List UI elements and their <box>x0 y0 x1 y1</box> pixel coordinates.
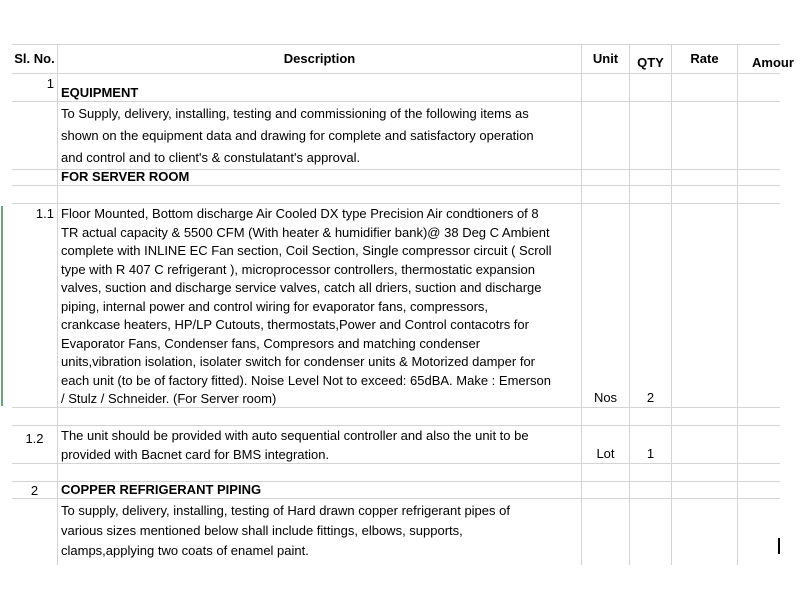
table-row-blank <box>12 186 780 204</box>
sl-no-cell[interactable] <box>12 499 58 565</box>
description-line: units,vibration isolation, isolater switch for condenser units & Motorized damper for <box>61 354 535 369</box>
amount-cell[interactable] <box>738 426 798 463</box>
description-line: various sizes mentioned below shall include fittings, elbows, supports, <box>61 523 463 538</box>
amount-cell[interactable] <box>738 408 798 425</box>
unit-value: Nos <box>593 390 618 405</box>
unit-cell[interactable] <box>582 408 630 425</box>
amount-cell[interactable] <box>738 74 798 101</box>
boq-sheet <box>12 44 794 558</box>
rate-cell[interactable] <box>672 186 738 203</box>
qty-cell[interactable] <box>630 482 672 498</box>
unit-cell[interactable] <box>582 74 630 101</box>
table-row <box>12 74 780 102</box>
description-line: provided with Bacnet card for BMS integration. <box>61 446 330 462</box>
description-line: type with R 407 C refrigerant ), microprocessor controllers, thermostatic expansion <box>61 261 535 277</box>
header-description-label: Description <box>283 51 356 66</box>
qty-cell[interactable] <box>630 186 672 203</box>
header-unit[interactable] <box>582 45 630 73</box>
table-row <box>12 499 780 565</box>
text-cursor <box>778 538 780 554</box>
qty-cell[interactable] <box>630 204 672 407</box>
header-qty-label: QTY <box>637 55 664 70</box>
sl-no-cell[interactable] <box>12 170 58 185</box>
sl-no-cell[interactable]: 1 <box>12 74 58 101</box>
table-row-blank <box>12 408 780 426</box>
unit-cell[interactable] <box>582 482 630 498</box>
qty-cell[interactable] <box>630 74 672 101</box>
rate-cell[interactable] <box>672 482 738 498</box>
qty-cell[interactable] <box>630 102 672 169</box>
row-selection-marker <box>1 206 3 406</box>
qty-value: 2 <box>646 390 655 405</box>
qty-cell[interactable] <box>630 464 672 481</box>
sl-no-cell[interactable] <box>12 186 58 203</box>
description-cell[interactable] <box>58 499 582 565</box>
amount-cell[interactable] <box>738 102 798 169</box>
sl-no-cell[interactable] <box>12 102 58 169</box>
description-cell[interactable] <box>58 464 582 481</box>
rate-cell[interactable] <box>672 499 738 565</box>
amount-cell[interactable] <box>738 204 798 407</box>
header-amount[interactable] <box>738 45 798 73</box>
amount-cell[interactable] <box>738 186 798 203</box>
sl-no-cell[interactable]: 1.2 <box>12 426 58 463</box>
table-row <box>12 170 780 186</box>
header-description[interactable] <box>58 45 582 73</box>
table-row <box>12 426 780 464</box>
qty-cell[interactable] <box>630 170 672 185</box>
header-amount-label: Amour <box>752 55 794 70</box>
sl-no-cell[interactable]: 1.1 <box>12 204 58 407</box>
qty-cell[interactable] <box>630 426 672 463</box>
table-row <box>12 204 780 408</box>
description-line: The unit should be provided with auto sequential controller and also the unit to be <box>61 428 529 443</box>
description-line: piping, internal power and control wiring for evaporator fans, compressors, <box>61 298 489 314</box>
unit-cell[interactable] <box>582 186 630 203</box>
amount-cell[interactable] <box>738 499 798 565</box>
description-cell[interactable] <box>58 186 582 203</box>
header-sl-no[interactable] <box>12 45 58 73</box>
description-cell[interactable] <box>58 102 582 169</box>
header-unit-label: Unit <box>592 51 619 66</box>
table-row <box>12 482 780 499</box>
description-line: / Stulz / Schneider. (For Server room) <box>61 391 277 406</box>
qty-cell[interactable] <box>630 408 672 425</box>
rate-cell[interactable] <box>672 204 738 407</box>
description-line: Evaporator Fans, Condenser fans, Compresors and matching condenser <box>61 335 481 351</box>
rate-cell[interactable] <box>672 74 738 101</box>
qty-cell[interactable] <box>630 499 672 565</box>
description-line: valves, suction and discharge service valves, catch all driers, suction and discharge <box>61 280 542 295</box>
unit-value: Lot <box>596 446 615 461</box>
description-line: Floor Mounted, Bottom discharge Air Cooled DX type Precision Air condtioners of 8 <box>61 206 539 221</box>
rate-cell[interactable] <box>672 102 738 169</box>
section-heading-equipment[interactable]: EQUIPMENT <box>58 74 582 101</box>
description-line: To Supply, delivery, installing, testing and commissioning of the following items as <box>61 106 529 121</box>
description-line: clamps,applying two coats of enamel paint. <box>61 543 309 558</box>
rate-cell[interactable] <box>672 426 738 463</box>
unit-cell[interactable] <box>582 464 630 481</box>
sl-no-cell[interactable]: 2 <box>12 482 58 498</box>
description-line: shown on the equipment data and drawing for complete and satisfactory operation <box>61 128 534 143</box>
section-heading-copper-piping[interactable]: COPPER REFRIGERANT PIPING <box>58 482 582 498</box>
table-row-blank <box>12 464 780 482</box>
description-cell[interactable] <box>58 426 582 463</box>
unit-cell[interactable] <box>582 102 630 169</box>
description-line: and control and to client's & constulatant's approval. <box>61 150 361 165</box>
qty-value: 1 <box>646 446 655 461</box>
header-sl-no-label: Sl. No. <box>14 51 55 66</box>
description-line: TR actual capacity & 5500 CFM (With heater & humidifier bank)@ 38 Deg C Ambient <box>61 224 550 240</box>
sl-no-cell[interactable] <box>12 408 58 425</box>
table-row <box>12 102 780 170</box>
rate-cell[interactable] <box>672 408 738 425</box>
description-line: complete with INLINE EC Fan section, Coil Section, Single compressor circuit ( Scroll <box>61 243 552 258</box>
header-rate[interactable] <box>672 45 738 73</box>
amount-cell[interactable] <box>738 464 798 481</box>
description-cell[interactable] <box>58 204 582 407</box>
unit-cell[interactable] <box>582 426 630 463</box>
unit-cell[interactable] <box>582 170 630 185</box>
header-row <box>12 44 794 74</box>
amount-cell[interactable] <box>738 170 798 185</box>
sl-no-cell[interactable] <box>12 464 58 481</box>
unit-cell[interactable] <box>582 204 630 407</box>
rate-cell[interactable] <box>672 464 738 481</box>
description-cell[interactable] <box>58 408 582 425</box>
description-line: each unit (to be of factory fitted). Noise Level Not to exceed: 65dBA. Make : Emerson <box>61 372 551 388</box>
header-rate-label: Rate <box>690 51 719 66</box>
description-line: crankcase heaters, HP/LP Cutouts, thermostats,Power and Control contacotrs for <box>61 317 529 332</box>
unit-cell[interactable] <box>582 499 630 565</box>
amount-cell[interactable] <box>738 482 798 498</box>
rate-cell[interactable] <box>672 170 738 185</box>
description-line: To supply, delivery, installing, testing of Hard drawn copper refrigerant pipes of <box>61 503 510 518</box>
header-qty[interactable] <box>630 45 672 73</box>
subheading-server-room[interactable]: FOR SERVER ROOM <box>58 170 582 185</box>
